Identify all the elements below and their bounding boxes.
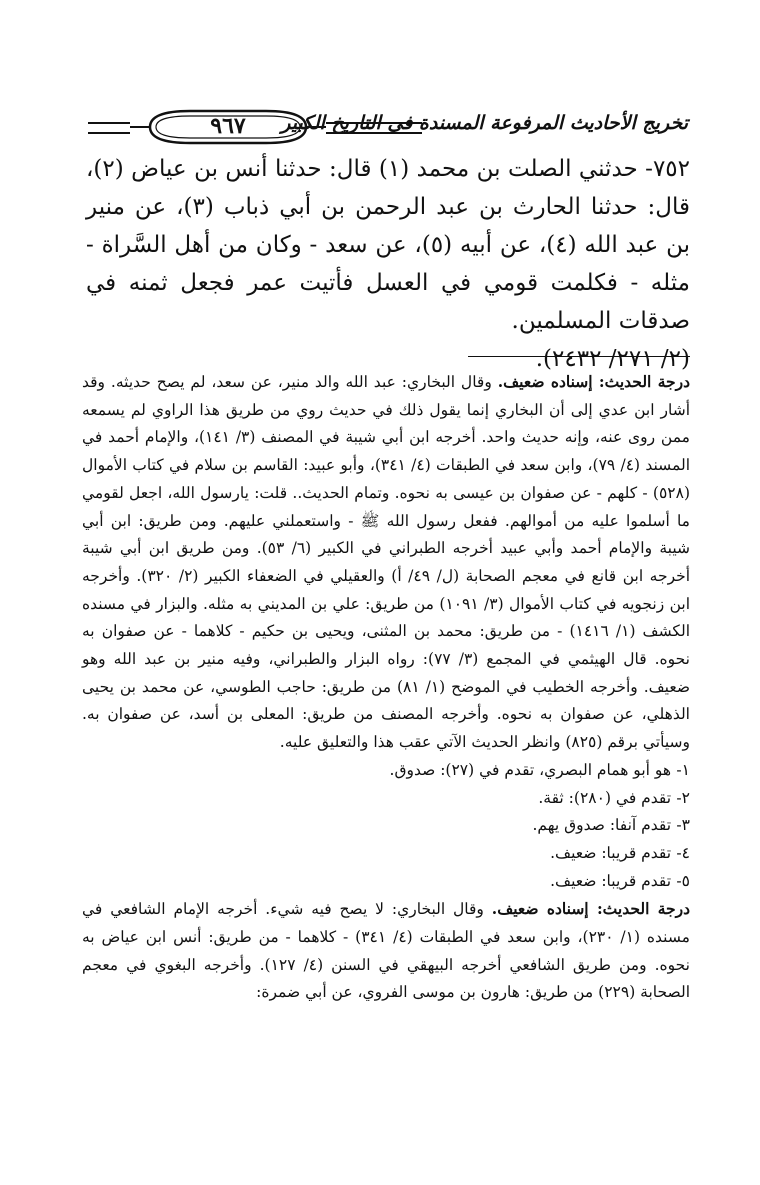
grade-paragraph — [82, 368, 690, 757]
page-number-frame — [130, 108, 326, 146]
footnote-number: ٣- — [676, 816, 690, 835]
footnote-number: ٥- — [676, 871, 690, 890]
grade-label: درجة الحديث: إسناده ضعيف. — [497, 372, 690, 391]
grade-label: درجة الحديث: إسناده ضعيف. — [491, 899, 690, 919]
grade-paragraph — [82, 895, 690, 1007]
hadith-text — [86, 150, 690, 378]
footnote-text: تقدم قريبا: ضعيف. — [550, 871, 672, 890]
footnote-number: ٢- — [676, 788, 690, 807]
footnote-text: هو أبو همام البصري، تقدم في (٢٧): صدوق. — [389, 760, 672, 779]
footnote-item — [82, 840, 690, 868]
footnote-separator — [468, 356, 690, 357]
hadith-body: ٧٥٢- حدثني الصلت بن محمد (١) قال: حدثنا أنس بن عياض (٢)، قال: حدثنا الحارث بن عبد الرحمن بن أبي ذباب (٣)، عن منير بن عبد الله (٤)، عن أبيه (٥)، عن سعد - وكان من أهل السَّراة - مثله - فكلمت قومي في العسل فأتيت عمر فجعل ثمنه في صدقات المسلمين. — [86, 156, 690, 334]
grade-text: وقال البخاري: عبد الله والد منير، عن سعد، لم يصح حديثه. وقد أشار ابن عدي إلى أن البخاري إنما يقول ذلك في حديث روي من طريق هذا الراوي لم يسمعه ممن روى عنه، وإنه حديث واحد. أخرجه ابن أبي شيبة في المصنف (٣/ ١٤١)، والإمام أحمد في المسند (٤/ ٧٩)، وابن سعد في الطبقات (٤/ ٣٤١)، وأبو عبيد: القاسم بن سلام في كتاب الأموال (٥٢٨) - كلهم - عن صفوان بن عيسى به نحوه. وتمام الحديث.. قلت: يارسول الله، اجعل لقومي ما أسلموا عليه من أموالهم. ففعل رسول الله ﷺ - واستعملني عليهم. ومن طريق: ابن أبي شيبة والإمام أحمد وأبي عبيد أخرجه الطبراني في الكبير (٦/ ٥٣). ومن طريق ابن أبي شيبة أخرجه ابن قانع في معجم الصحابة (ل/ ٤٩/ أ) والعقيلي في الضعفاء الكبير (٢/ ٣٢٠). وأخرجه ابن زنجويه في كتاب الأموال (٣/ ١٠٩١) من طريق: علي بن المديني به مثله. والبزار في مسنده الكشف (١/ ١٤١٦) - من طريق: محمد بن المثنى، ويحيى بن حكيم - كلاهما - عن صفوان به نحوه. قال الهيثمي في المجمع (٣/ ٧٧): رواه البزار والطبراني، وفيه منير بن عبد الله وهو ضعيف. وأخرجه الخطيب في الموضح (١/ ٨١) من طريق: حاجب الطوسي، عن محمد بن يحيى الذهلي، عن صفوان به نحوه. وأخرجه المصنف من طريق: المعلى بن أسد، عن صفوان به. وسيأتي برقم (٨٢٥) وانظر الحديث الآتي عقب هذا والتعليق عليه. — [82, 373, 691, 752]
hadith-reference: (٢/ ٢٧١/ ٢٤٣٢). — [535, 346, 690, 372]
header-rule — [326, 122, 422, 134]
footnote-text: تقدم في (٢٨٠): ثقة. — [538, 788, 672, 807]
header-rule — [88, 122, 130, 134]
running-header — [88, 108, 688, 150]
grade-text: وقال البخاري: لا يصح فيه شيء. أخرجه الإمام الشافعي في مسنده (١/ ٢٣٠)، وابن سعد في الطبقات (٤/ ٣٤١) - كلاهما - من طريق: أنس ابن عياض به نحوه. ومن طريق الشافعي أخرجه البيهقي في السنن (٤/ ١٢٧). وأخرجه البغوي في معجم الصحابة (٢٢٩) من طريق: هارون بن موسى الفروي، عن أبي ضمرة: — [82, 900, 690, 1002]
footnote-item — [82, 757, 690, 785]
header-title: تخريج الأحاديث المرفوعة المسندة في التاريخ الكبير — [281, 112, 688, 134]
footnote-list — [82, 757, 690, 896]
footnotes-section — [82, 368, 690, 1007]
footnote-item — [82, 868, 690, 896]
footnote-item — [82, 785, 690, 813]
footnote-text: تقدم قريبا: ضعيف. — [550, 843, 672, 862]
footnote-number: ١- — [676, 760, 690, 779]
footnote-item — [82, 812, 690, 840]
page-number: ٩٦٧ — [210, 113, 246, 139]
footnote-text: تقدم آنفا: صدوق يهم. — [532, 816, 672, 835]
footnote-number: ٤- — [676, 843, 690, 862]
